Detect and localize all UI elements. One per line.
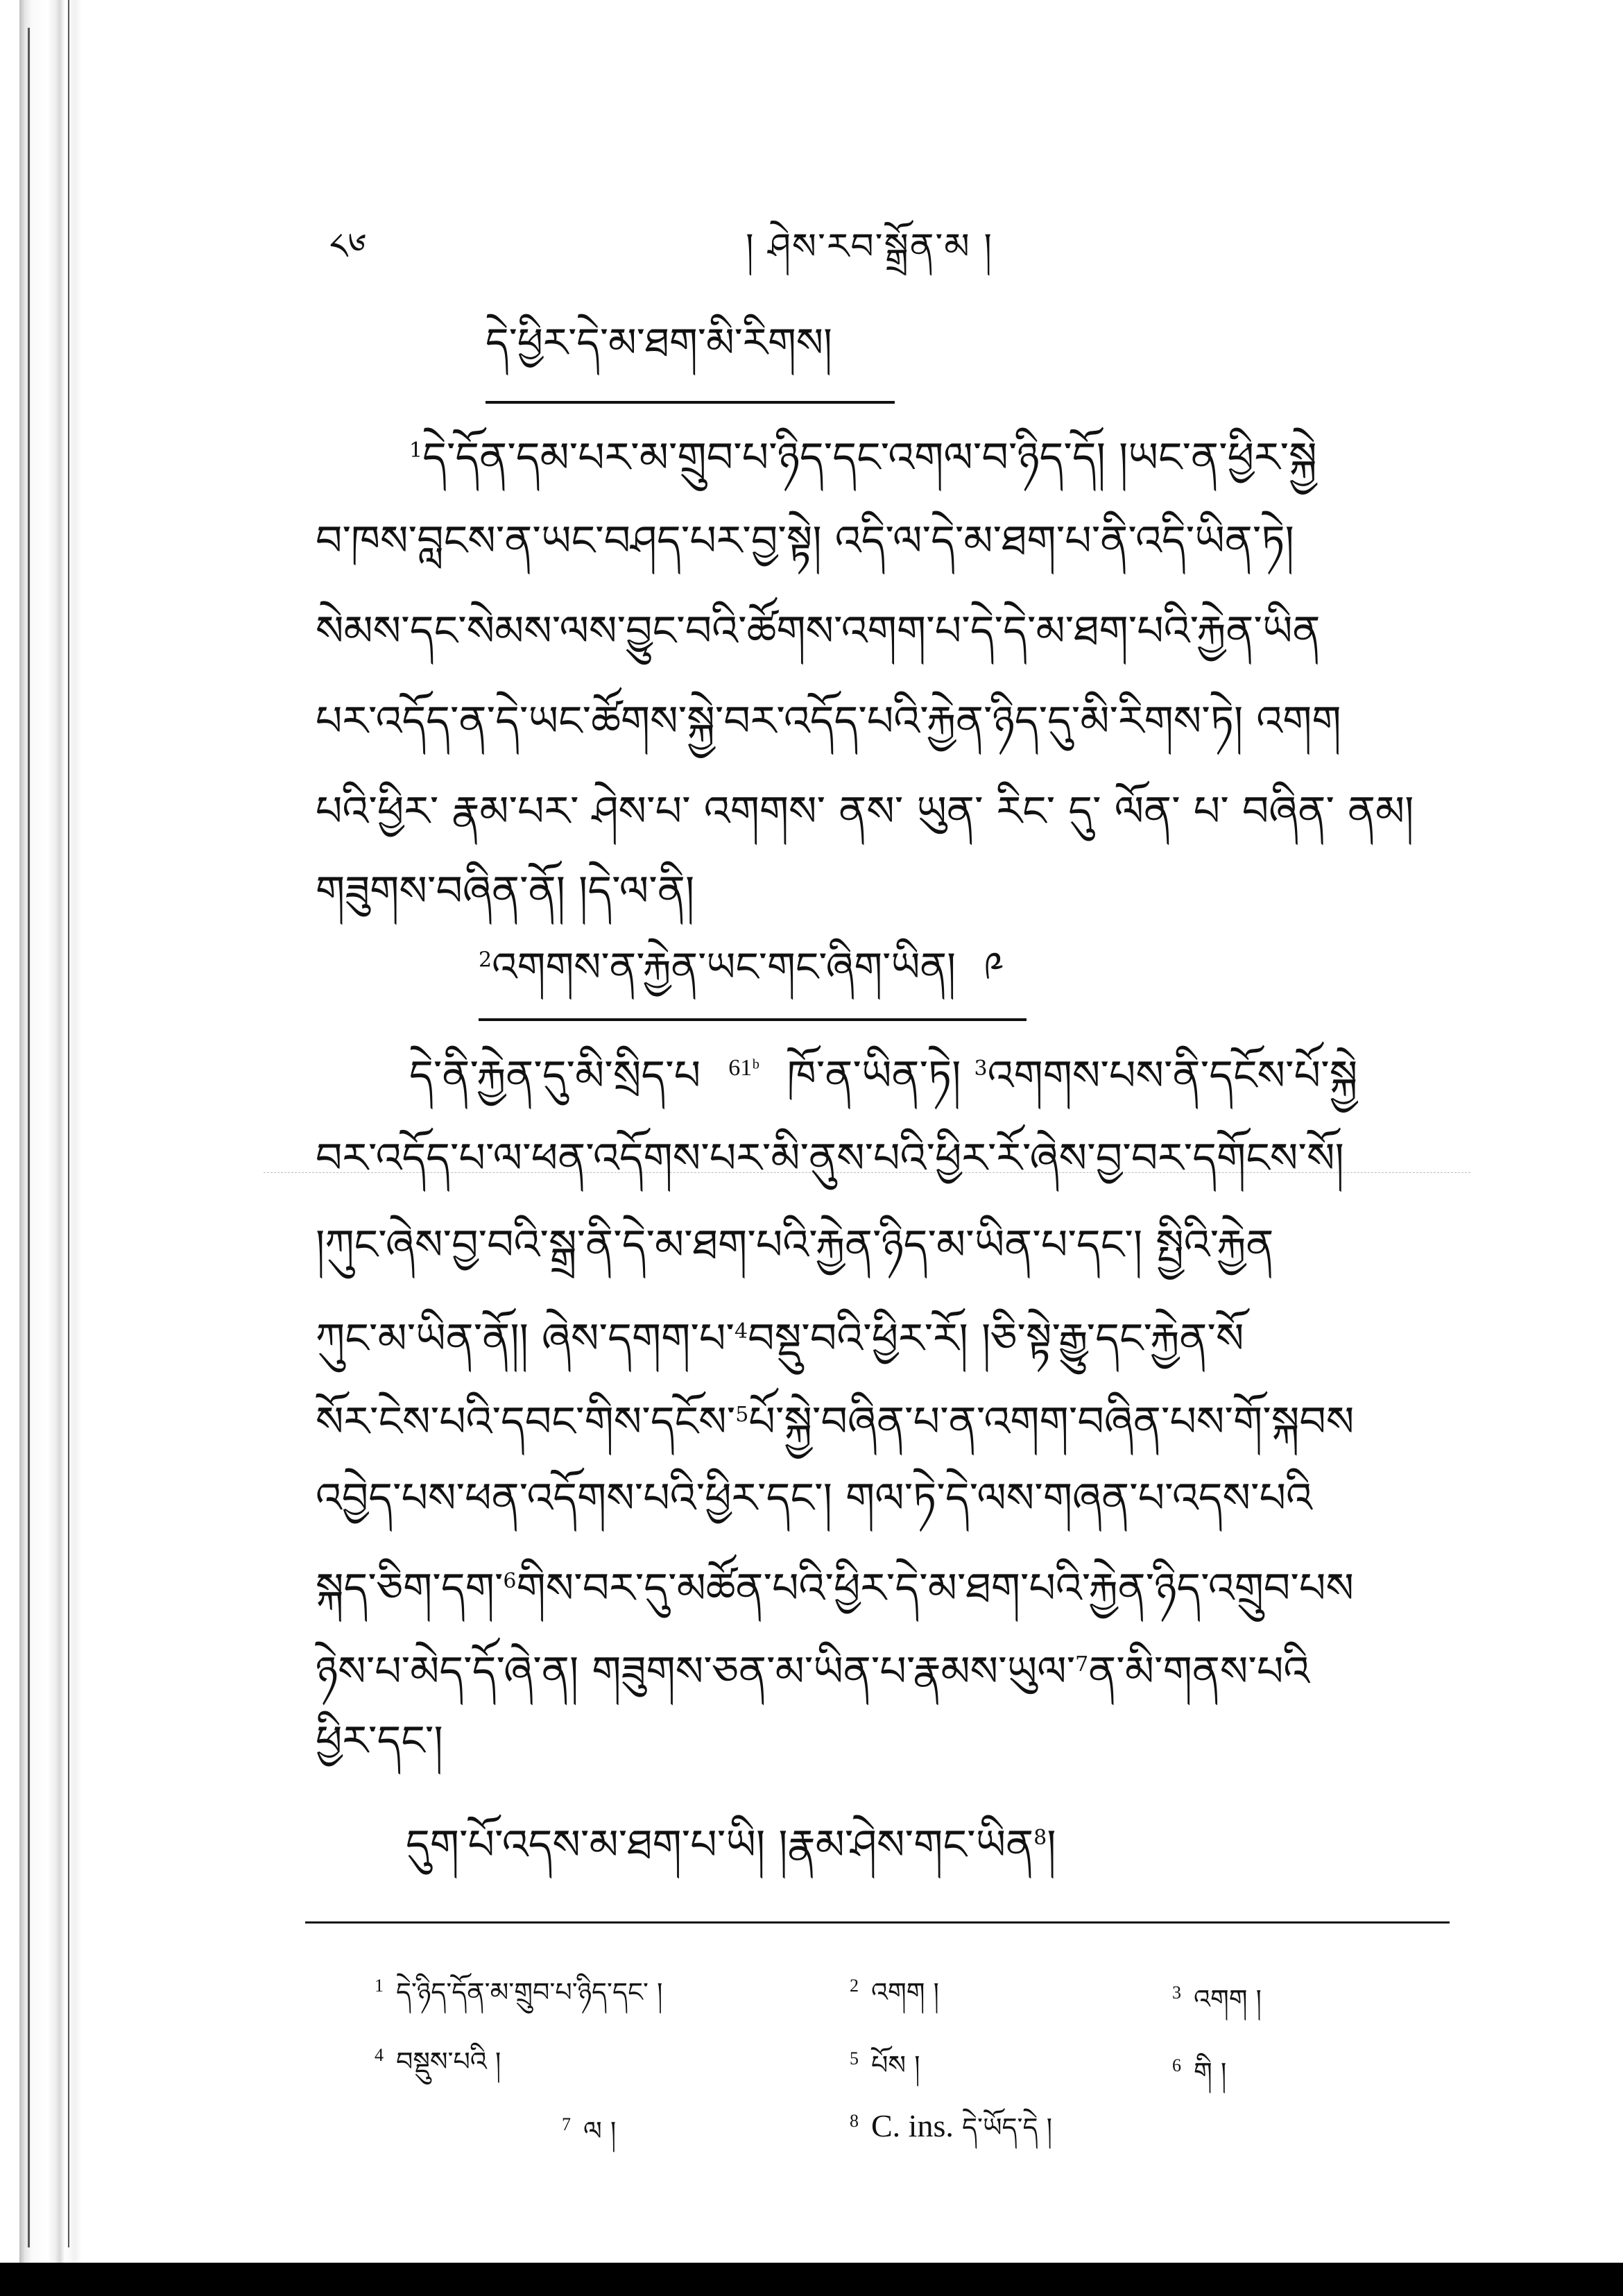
footnote: $^7$ ལ ། [562,2114,617,2146]
footnote-ref: 4 [735,1319,748,1344]
text-line: ཀུང་མ་ཡིན་ནོ།། ཞེས་དགག་པ་$^4$བསྡུ་བའི་ཕྱིར་རོ། །ཅི་སྟེ་རྒྱུ་དང་རྐྱེན་སོ [316,1314,1244,1363]
section-heading: $^2$འགགས་ན་རྐྱེན་ཡང་གང་ཞིག་ཡིན། ༩ [479,943,1004,991]
binding-edge-line [68,0,69,2247]
verse-marker: ༩ [983,943,1004,991]
text-line: སྐད་ཅིག་དག་$^6$གིས་བར་དུ་མཚོན་པའི་ཕྱིར་དེ་མ་ཐག་པའི་རྐྱེན་ཉིད་འགྲུབ་པས [316,1564,1354,1613]
text-line: ཕྱིར་དང་། [316,1717,443,1765]
text-line: $^1$དེ་དོན་དམ་པར་མ་གྲུབ་པ་ཉིད་དང་འགལ་བ་ཉིད་དོ། །ཡང་ན་ཕྱིར་སྐྱེ [409,434,1317,482]
heading-underline [486,401,895,404]
verse-line: དུག་པོ་འདས་མ་ཐག་པ་ཡི། །རྣམ་ཤེས་གང་ཡིན$^8$། [406,1821,1056,1869]
page-number: ༨༦ [329,226,367,268]
text-line: དེ་ནི་རྐྱེན་དུ་མི་སྲིད་པ $^{61ᵇ}$ ཁོ་ན་ཡིན་ཏེ། $^3$འགགས་པས་ནི་དངོས་པོ་སྐྱེ [409,1052,1358,1100]
footnote: $^4$ བསྡུས་པའི ། [375,2045,501,2077]
text-line: པའི་ཕྱིར་ རྣམ་པར་ ཤེས་པ་ འགགས་ ནས་ ཡུན་ རིང་ དུ་ ལོན་ པ་ བཞིན་ ནམ། [316,787,1414,836]
text-line: །ཀུང་ཞེས་བྱ་བའི་སྒྲ་ནི་དེ་མ་ཐག་པའི་རྐྱེན་ཉིད་མ་ཡིན་པ་དང་། སྤྱིའི་རྐྱེན [316,1221,1274,1269]
footnote: $^8$ C. ins. དེ་ཡོད་དེ ། [850,2108,1053,2143]
scan-bottom-edge [0,2263,1623,2296]
footnote-ref: 3 [974,1056,988,1081]
footnote-ref: 6 [503,1569,517,1593]
text-line: བར་འདོད་པ་ལ་ཕན་འདོགས་པར་མི་ནུས་པའི་ཕྱིར་རོ་ཞེས་བྱ་བར་དགོངས་སོ། [316,1134,1344,1183]
folio-marker: 61ᵇ [728,1055,759,1081]
text-line: གཟུགས་བཞིན་ནོ། །དེ་ལ་ནི། [316,867,695,916]
footnote: $^2$ འགག ། [850,1976,939,2007]
footnote: $^5$ པོས ། [850,2048,920,2080]
footnote-ref: 5 [735,1403,749,1427]
text-line: སོར་ངེས་པའི་དབང་གིས་དངོས་$^5$པོ་སྐྱེ་བཞིན་པ་ན་འགག་བཞིན་པས་གོ་སྐབས [316,1398,1355,1446]
footnote-ref: 2 [479,948,492,973]
footnote-ref: 1 [409,438,423,463]
footnote-rule [305,1921,1450,1924]
heading-underline [479,1018,1027,1021]
text-line: པར་འདོད་ན་དེ་ཡང་ཚོགས་སྐྱེ་བར་འདོད་པའི་རྐྱེན་ཉིད་དུ་མི་རིགས་ཏེ། འགག [316,697,1341,746]
binding-edge-line [28,28,30,2247]
section-heading: དེ་ཕྱིར་དེ་མ་ཐག་མི་རིགས། [486,319,832,366]
text-line: ཉེས་པ་མེད་དོ་ཞེ་ན། གཟུགས་ཅན་མ་ཡིན་པ་རྣམས་ཡུལ་$^7$ན་མི་གནས་པའི [316,1647,1310,1696]
text-line: འབྱེད་པས་ཕན་འདོགས་པའི་ཕྱིར་དང་། གལ་ཏེ་དེ་ལས་གཞན་པ་འདས་པའི [316,1474,1312,1523]
footnote: $^3$ འགག ། [1172,1982,1262,2014]
text-line: སེམས་དང་སེམས་ལས་བྱུང་བའི་ཚོགས་འགག་པ་དེ་དེ་མ་ཐག་པའི་རྐྱེན་ཡིན [316,607,1321,656]
footnote-ref: 8 [1033,1826,1047,1850]
footnote-ref: 7 [1075,1652,1089,1677]
footnote: $^1$ དེ་ཉིད་དོན་མ་གྲུབ་པ་ཉིད་དང་ ། [375,1976,663,2007]
footnote: $^6$ གི ། [1172,2055,1227,2087]
running-title: ། ཤེས་རབ་སྒྲོན་མ ། [746,226,993,268]
text-line: བ་ཁས་བླངས་ན་ཡང་བཤད་པར་བྱ་སྟེ། འདི་ལ་དེ་མ་ཐག་པ་ནི་འདི་ཡིན་ཏེ། [316,517,1294,565]
